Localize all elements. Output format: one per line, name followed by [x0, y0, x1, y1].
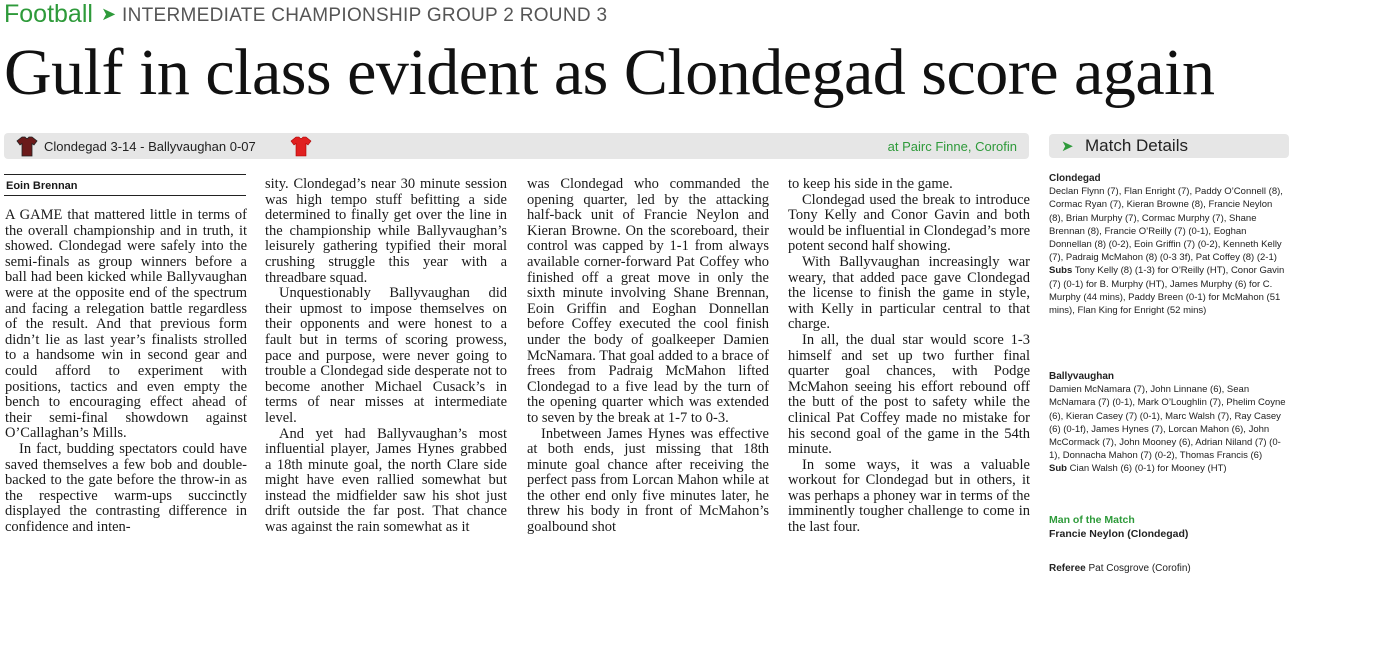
paragraph: to keep his side in the game. [788, 176, 953, 192]
paragraph: And yet had Ballyvaughan’s most influential player, James Hynes grabbed a 18th minute goal, the north Clare side might have even rallied somewhat but instead the midfielder saw his shot just drift outside the far post. That chance was against the rain somewhat as it [265, 425, 507, 536]
paragraph: In fact, budding spectators could have saved themselves a few bob and double-backed to the gate before the throw-in as the respective warm-ups succinctly displayed the contrasting difference in confidence and inten- [5, 440, 247, 535]
subs-list: Tony Kelly (8) (1-3) for O’Reilly (HT), Conor Gavin (7) (0-1) for B. Murphy (HT), James Murphy (6) for C. Murphy (44 mins), Paddy Breen (0-1) for McMahon (51 mins), Flan King for Enright (52 mins) [1049, 265, 1285, 317]
subs-label: Subs [1049, 265, 1073, 277]
away-jersey-icon [290, 135, 312, 157]
man-of-the-match [1049, 513, 1289, 541]
paragraph: sity. Clondegad’s near 30 minute session was high tempo stuff befitting a side determined to finally get over the line in the championship while Ballyvaughan’s leisurely gathering typified their moral crushing struggle this year with a threadbare squad. [265, 176, 507, 286]
paragraph: In some ways, it was a valuable workout for Clondegad but in others, it was perhaps a phoney war in terms of the imminently tougher challenge to come in the last four. [788, 456, 1030, 536]
motm-name: Francie Neylon (Clondegad) [1049, 528, 1189, 540]
paragraph: With Ballyvaughan increasingly war weary, that added pace gave Clondegad the license to finish the game in style, with Kelly in particular central to that charge. [788, 253, 1030, 333]
team-lineup-clondegad [1049, 172, 1289, 317]
motm-label: Man of the Match [1049, 514, 1135, 526]
team-lineup-ballyvaughan [1049, 370, 1289, 476]
paragraph: A GAME that mattered little in terms of the overall championship and in truth, it showed. Clondegad were safely into the semi-finals as group winners before a ball had been kicked while Ballyvaughan were at the opposite end of the spectrum and facing a relegation battle regardless of the result. And that previous form didn’t lie as last year’s finalists strolled to a handsome win in second gear and could afford to experiment with positions, tactics and even empty the bench to encouraging effect ahead of their semi-final showdown against O’Callaghan’s Mills. [5, 207, 247, 442]
section-name[interactable]: Football [4, 0, 93, 28]
headline: Gulf in class evident as Clondegad score again [4, 36, 1215, 109]
scoreline-bar [4, 133, 1029, 159]
team-lineup: Declan Flynn (7), Flan Enright (7), Paddy O’Connell (8), Cormac Ryan (7), Kieran Browne (8), Francie Neylon (8), Brian Murphy (7), Cormac Murphy (7), Shane Brennan (8), Francie O’Reilly (7) (0-1), Eoghan Donnellan (8) (0-2), Eoin Griffin (7) (0-2), Kenneth Kelly (7), Padraig McMahon (8) (0-3 3f), Pat Coffey (8) (2-1) [1049, 186, 1283, 264]
referee-label: Referee [1049, 563, 1086, 574]
byline: Eoin Brennan [4, 174, 246, 196]
article-column-2 [265, 177, 507, 536]
section-subtitle: INTERMEDIATE CHAMPIONSHIP GROUP 2 ROUND 3 [122, 5, 608, 26]
paragraph: In all, the dual star would score 1-3 himself and set up two further final quarter goal chances, with Podge McMahon seeing his effort rebound off the butt of the post to safety while the clinical Pat Coffey made no mistake for his second goal of the game in the 54th minute. [788, 331, 1030, 458]
section-header [4, 0, 607, 30]
home-jersey-icon [16, 135, 38, 157]
venue: at Pairc Finne, Corofin [887, 139, 1017, 154]
paragraph: Clondegad used the break to introduce Tony Kelly and Conor Gavin and both would be influential in Clondegad’s more potent second half showing. [788, 191, 1030, 255]
match-details-header [1049, 134, 1289, 158]
chevron-right-icon: ➤ [1061, 138, 1074, 155]
referee-name: Pat Cosgrove (Corofin) [1085, 563, 1191, 574]
article-column-3 [527, 177, 769, 536]
team-lineup: Damien McNamara (7), John Linnane (6), Sean McNamara (7) (0-1), Mark O’Loughlin (7), Phelim Coyne (6), Kieran Casey (7) (0-1), Marc Walsh (7), Ray Casey (6) (0-1f), James Hynes (7), Lorcan Mahon (6), John McCormack (7), John Mooney (6), Adrian Niland (7) (0-1), Donnacha Mahon (7) (0-2), Thomas Francis (6) [1049, 384, 1286, 462]
paragraph: was Clondegad who commanded the opening quarter, led by the attacking half-back unit of Francie Neylon and Kieran Browne. On the scoreboard, their control was capped by 1-1 from always available corner-forward Pat Coffey who finished off a great move in only the sixth minute involving Shane Brennan, Eoin Griffin and Eoghan Donnellan before Coffey executed the cool finish under the body of goalkeeper Damien McNamara. That goal added to a brace of frees from Padraig McMahon lifted Clondegad to a five lead by the turn of the opening quarter which was extended to seven by the break at 1-7 to 0-3. [527, 176, 769, 426]
team-name: Ballyvaughan [1049, 371, 1115, 382]
subs-label: Sub [1049, 463, 1067, 475]
article-column-4 [788, 177, 1030, 536]
match-details-title: Match Details [1085, 136, 1188, 155]
score-result: Clondegad 3-14 - Ballyvaughan 0-07 [44, 139, 256, 154]
paragraph: Unquestionably Ballyvaughan did their upmost to impose themselves on their opponents and were honest to a fault but in terms of scoring prowess, pace and purpose, were never going to trouble a Clondegad side desperate not to become another Michael Cusack’s in terms of near misses at intermediate level. [265, 285, 507, 426]
chevron-right-icon: ➤ [100, 4, 117, 24]
subs-list: Cian Walsh (6) (0-1) for Mooney (HT) [1066, 463, 1227, 475]
paragraph: Inbetween James Hynes was effective at both ends, just missing that 18th minute goal chance after receiving the perfect pass from Lorcan Mahon while at the other end only five minutes later, he threw his body in front of McMahon’s goalbound shot [527, 425, 769, 536]
article-column-1 [5, 208, 247, 535]
team-name: Clondegad [1049, 173, 1101, 184]
referee [1049, 563, 1289, 574]
